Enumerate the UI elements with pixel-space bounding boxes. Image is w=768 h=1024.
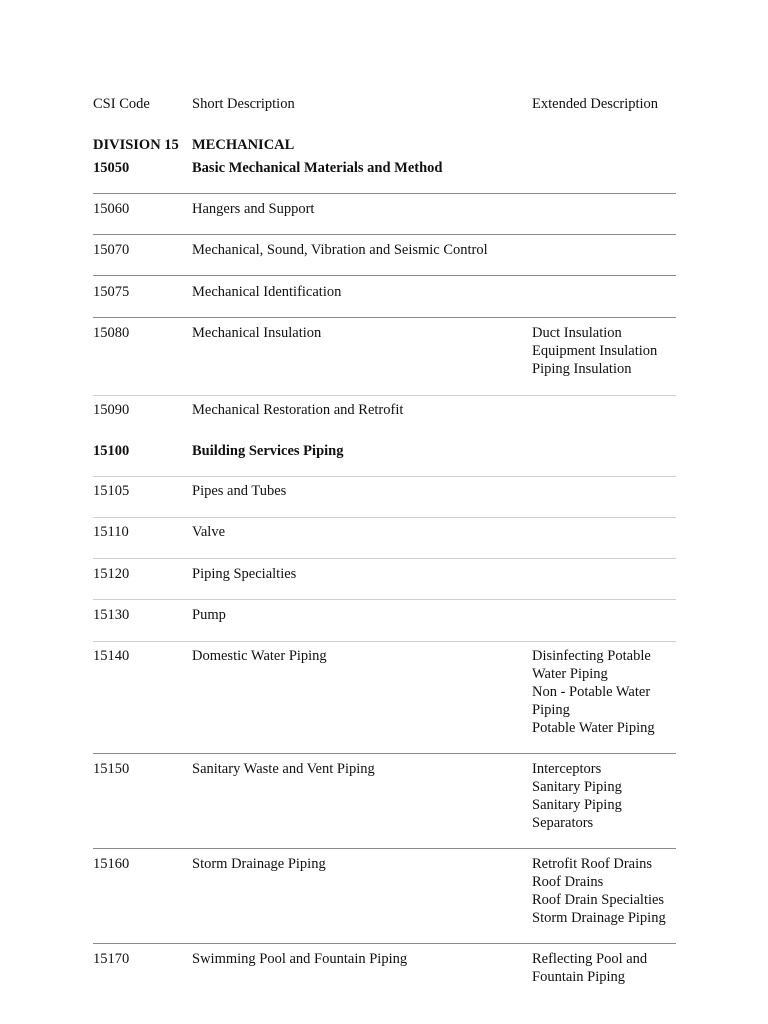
row-code: 15050 bbox=[93, 160, 130, 176]
row-short-description: Pump bbox=[192, 607, 226, 623]
row-extended-description bbox=[532, 760, 622, 832]
extended-item: Reflecting Pool and bbox=[532, 951, 648, 967]
extended-item: Storm Drainage Piping bbox=[532, 910, 666, 926]
extended-item: Water Piping bbox=[532, 666, 608, 682]
extended-item: Fountain Piping bbox=[532, 969, 626, 985]
row-divider bbox=[93, 943, 676, 944]
row-code: 15070 bbox=[93, 242, 130, 258]
row-short-description: Pipes and Tubes bbox=[192, 483, 287, 499]
row-divider bbox=[93, 848, 676, 849]
row-short-description: Sanitary Waste and Vent Piping bbox=[192, 761, 375, 777]
row-short-description: Mechanical Restoration and Retrofit bbox=[192, 402, 404, 418]
row-code: 15105 bbox=[93, 483, 130, 499]
extended-item: Separators bbox=[532, 815, 594, 831]
extended-item: Roof Drains bbox=[532, 874, 604, 890]
header-extended-description: Extended Description bbox=[532, 96, 659, 112]
row-code: 15110 bbox=[93, 524, 129, 540]
row-divider bbox=[93, 558, 676, 559]
extended-item: Duct Insulation bbox=[532, 325, 622, 341]
row-code: 15160 bbox=[93, 856, 130, 872]
division-code: DIVISION 15 bbox=[93, 137, 179, 153]
extended-item: Non - Potable Water bbox=[532, 684, 651, 700]
row-code: 15120 bbox=[93, 566, 130, 582]
extended-item: Disinfecting Potable bbox=[532, 648, 651, 664]
row-code: 15130 bbox=[93, 607, 130, 623]
row-divider bbox=[93, 395, 676, 396]
row-short-description: Valve bbox=[192, 524, 226, 540]
header-csi-code: CSI Code bbox=[93, 96, 150, 112]
extended-item: Piping bbox=[532, 702, 570, 718]
row-divider bbox=[93, 641, 676, 642]
row-short-description: Mechanical, Sound, Vibration and Seismic Control bbox=[192, 242, 488, 258]
row-code: 15080 bbox=[93, 325, 130, 341]
row-divider bbox=[93, 317, 676, 318]
row-code: 15170 bbox=[93, 951, 130, 967]
row-divider bbox=[93, 476, 676, 477]
row-short-description: Mechanical Insulation bbox=[192, 325, 322, 341]
row-short-description: Storm Drainage Piping bbox=[192, 856, 326, 872]
row-extended-description bbox=[532, 647, 655, 737]
row-code: 15150 bbox=[93, 761, 130, 777]
extended-item: Potable Water Piping bbox=[532, 720, 655, 736]
row-divider bbox=[93, 234, 676, 235]
row-code: 15060 bbox=[93, 201, 130, 217]
row-short-description: Basic Mechanical Materials and Method bbox=[192, 160, 443, 176]
row-short-description: Piping Specialties bbox=[192, 566, 297, 582]
row-short-description: Mechanical Identification bbox=[192, 284, 342, 300]
row-divider bbox=[93, 517, 676, 518]
row-code: 15090 bbox=[93, 402, 130, 418]
row-code: 15075 bbox=[93, 284, 130, 300]
extended-item: Sanitary Piping bbox=[532, 779, 622, 795]
row-short-description: Domestic Water Piping bbox=[192, 648, 327, 664]
row-divider bbox=[93, 599, 676, 600]
row-extended-description bbox=[532, 324, 657, 378]
extended-item: Roof Drain Specialties bbox=[532, 892, 665, 908]
extended-item: Retrofit Roof Drains bbox=[532, 856, 653, 872]
row-divider bbox=[93, 275, 676, 276]
row-code: 15100 bbox=[93, 443, 130, 459]
extended-item: Interceptors bbox=[532, 761, 602, 777]
row-extended-description bbox=[532, 950, 647, 986]
row-divider bbox=[93, 193, 676, 194]
division-name: MECHANICAL bbox=[192, 137, 295, 153]
extended-item: Piping Insulation bbox=[532, 361, 632, 377]
row-short-description: Building Services Piping bbox=[192, 443, 344, 459]
row-short-description: Swimming Pool and Fountain Piping bbox=[192, 951, 408, 967]
row-code: 15140 bbox=[93, 648, 130, 664]
row-short-description: Hangers and Support bbox=[192, 201, 315, 217]
row-extended-description bbox=[532, 855, 666, 927]
header-short-description: Short Description bbox=[192, 96, 295, 112]
extended-item: Equipment Insulation bbox=[532, 343, 658, 359]
extended-item: Sanitary Piping bbox=[532, 797, 622, 813]
row-divider bbox=[93, 753, 676, 754]
